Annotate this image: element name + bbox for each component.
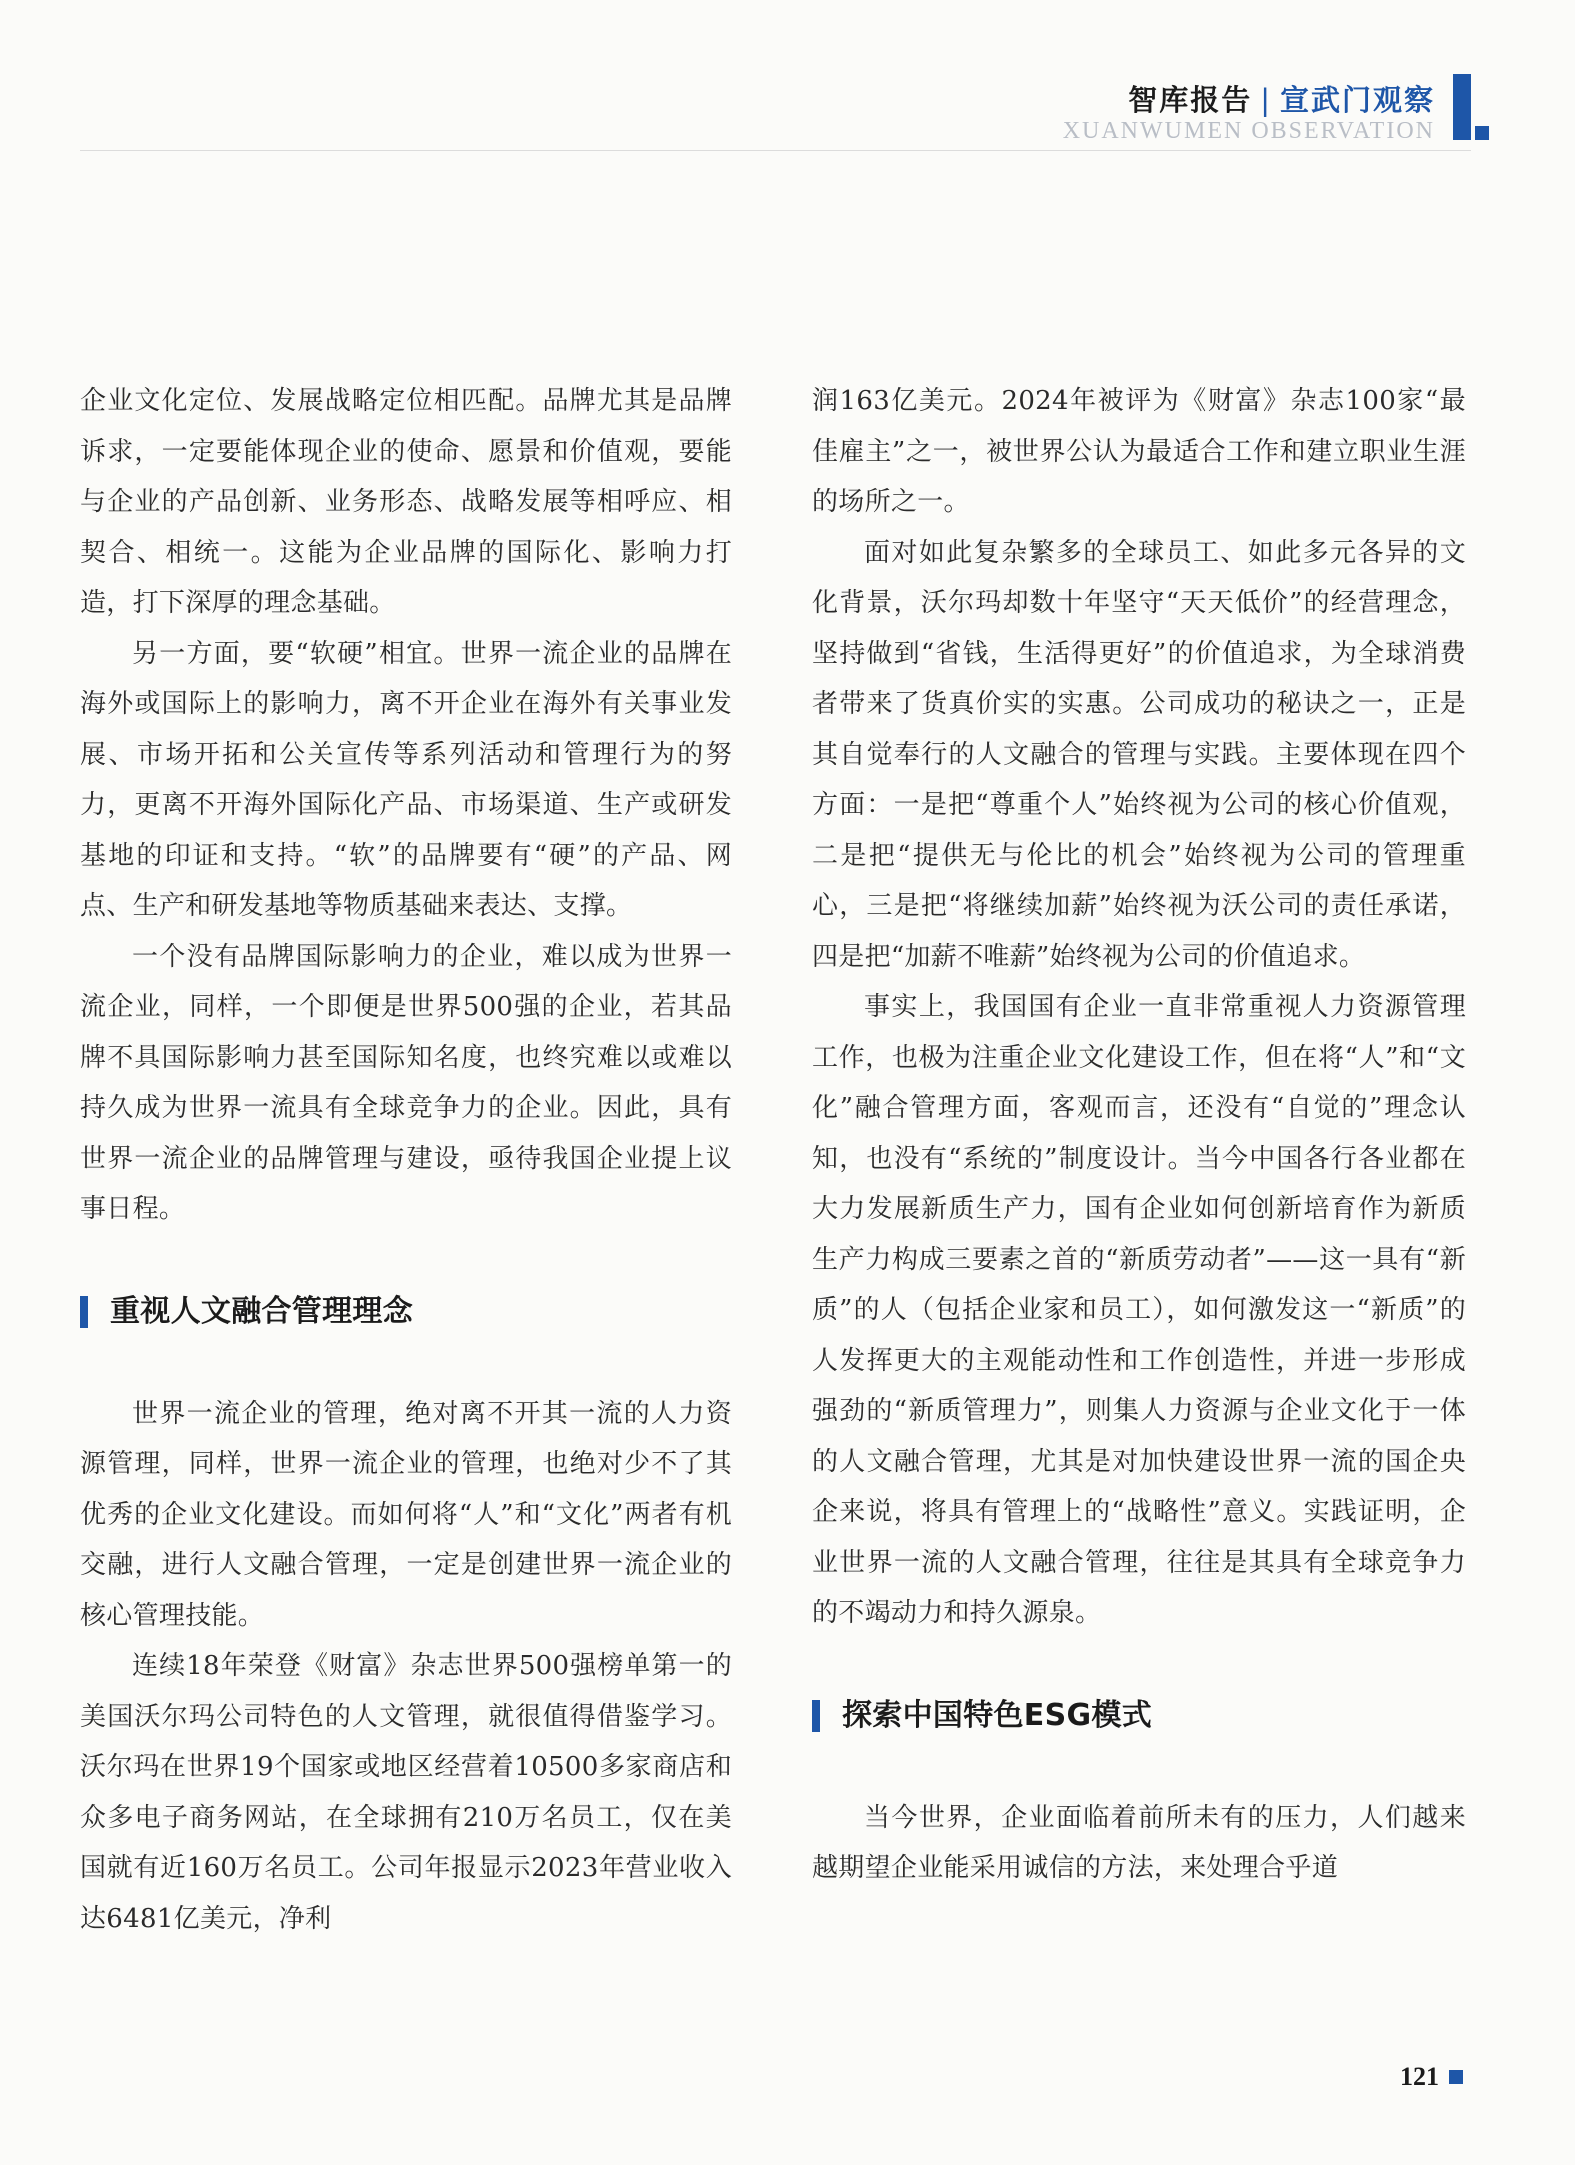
page-number-text: 121 [1400, 2062, 1439, 2091]
header-accent-square [1475, 126, 1489, 140]
right-paragraph-1: 润163亿美元。2024年被评为《财富》杂志100家“最佳雇主”之一，被世界公认为最适合工作和建立职业生涯的场所之一。 [812, 386, 1466, 517]
header-subtitle: XUANWUMEN OBSERVATION [1062, 118, 1435, 144]
page-number [1400, 2062, 1463, 2092]
section-heading-text: 探索中国特色ESG模式 [842, 1697, 1153, 1733]
header-divider [80, 150, 1471, 151]
left-paragraph-2: 另一方面，要“软硬”相宜。世界一流企业的品牌在海外或国际上的影响力，离不开企业在海外有关事业发展、市场开拓和公关宣传等系列活动和管理行为的努力，更离不开海外国际化产品、市场渠道、生产或研发基地的印证和支持。“软”的品牌要有“硬”的产品、网点、生产和研发基地等物质基础来表达、支撑。 [80, 638, 732, 921]
right-paragraph-4: 当今世界，企业面临着前所未有的压力，人们越来越期望企业能采用诚信的方法，来处理合乎道 [812, 1802, 1466, 1883]
section-heading-human-culture [80, 1287, 732, 1337]
heading-accent-bar [80, 1296, 88, 1328]
right-column [812, 376, 1466, 1894]
left-column [80, 376, 732, 1944]
right-paragraph-3: 事实上，我国国有企业一直非常重视人力资源管理工作，也极为注重企业文化建设工作，但在将“人”和“文化”融合管理方面，客观而言，还没有“自觉的”理念认知，也没有“系统的”制度设计。当今中国各行各业都在大力发展新质生产力，国有企业如何创新培育作为新质生产力构成三要素之首的“新质劳动者”——这一具有“新质”的人（包括企业家和员工），如何激发这一“新质”的人发挥更大的主观能动性和工作创造性，并进一步形成强劲的“新质管理力”，则集人力资源与企业文化于一体的人文融合管理，尤其是对加快建设世界一流的国企央企来说，将具有管理上的“战略性”意义。实践证明，企业世界一流的人文融合管理，往往是其具有全球竞争力的不竭动力和持久源泉。 [812, 992, 1466, 1628]
left-paragraph-4: 世界一流企业的管理，绝对离不开其一流的人力资源管理，同样，世界一流企业的管理，也绝对少不了其优秀的企业文化建设。而如何将“人”和“文化”两者有机交融，进行人文融合管理，一定是创建世界一流企业的核心管理技能。 [80, 1398, 732, 1631]
left-paragraph-5: 连续18年荣登《财富》杂志世界500强榜单第一的美国沃尔玛公司特色的人文管理，就很值得借鉴学习。沃尔玛在世界19个国家或地区经营着10500多家商店和众多电子商务网站，在全球拥有210万名员工，仅在美国就有近160万名员工。公司年报显示2023年营业收入达6481亿美元，净利 [80, 1651, 732, 1934]
page-header [771, 62, 1471, 152]
heading-accent-bar [812, 1700, 820, 1732]
header-separator: | [1260, 83, 1272, 117]
left-paragraph-1: 企业文化定位、发展战略定位相匹配。品牌尤其是品牌诉求，一定要能体现企业的使命、愿景和价值观，要能与企业的产品创新、业务形态、战略发展等相呼应、相契合、相统一。这能为企业品牌的国际化、影响力打造，打下深厚的理念基础。 [80, 386, 732, 618]
right-paragraph-2: 面对如此复杂繁多的全球员工、如此多元各异的文化背景，沃尔玛却数十年坚守“天天低价”的经营理念，坚持做到“省钱，生活得更好”的价值追求，为全球消费者带来了货真价实的实惠。公司成功的秘诀之一，正是其自觉奉行的人文融合的管理与实践。主要体现在四个方面：一是把“尊重个人”始终视为公司的核心价值观，二是把“提供无与伦比的机会”始终视为公司的管理重心，三是把“将继续加薪”始终视为沃公司的责任承诺，四是把“加薪不唯薪”始终视为公司的价值追求。 [812, 537, 1466, 972]
left-paragraph-3: 一个没有品牌国际影响力的企业，难以成为世界一流企业，同样，一个即便是世界500强的企业，若其品牌不具国际影响力甚至国际知名度，也终究难以或难以持久成为世界一流具有全球竞争力的企业。因此，具有世界一流企业的品牌管理与建设，亟待我国企业提上议事日程。 [80, 941, 732, 1224]
section-heading-esg [812, 1691, 1466, 1741]
header-accent-bar [1453, 74, 1471, 140]
page-number-square [1449, 2070, 1463, 2084]
section-heading-text: 重视人文融合管理理念 [110, 1293, 413, 1329]
header-title-main: 智库报告 [1128, 83, 1253, 117]
header-title [1128, 78, 1435, 119]
header-title-section: 宣武门观察 [1279, 83, 1435, 117]
